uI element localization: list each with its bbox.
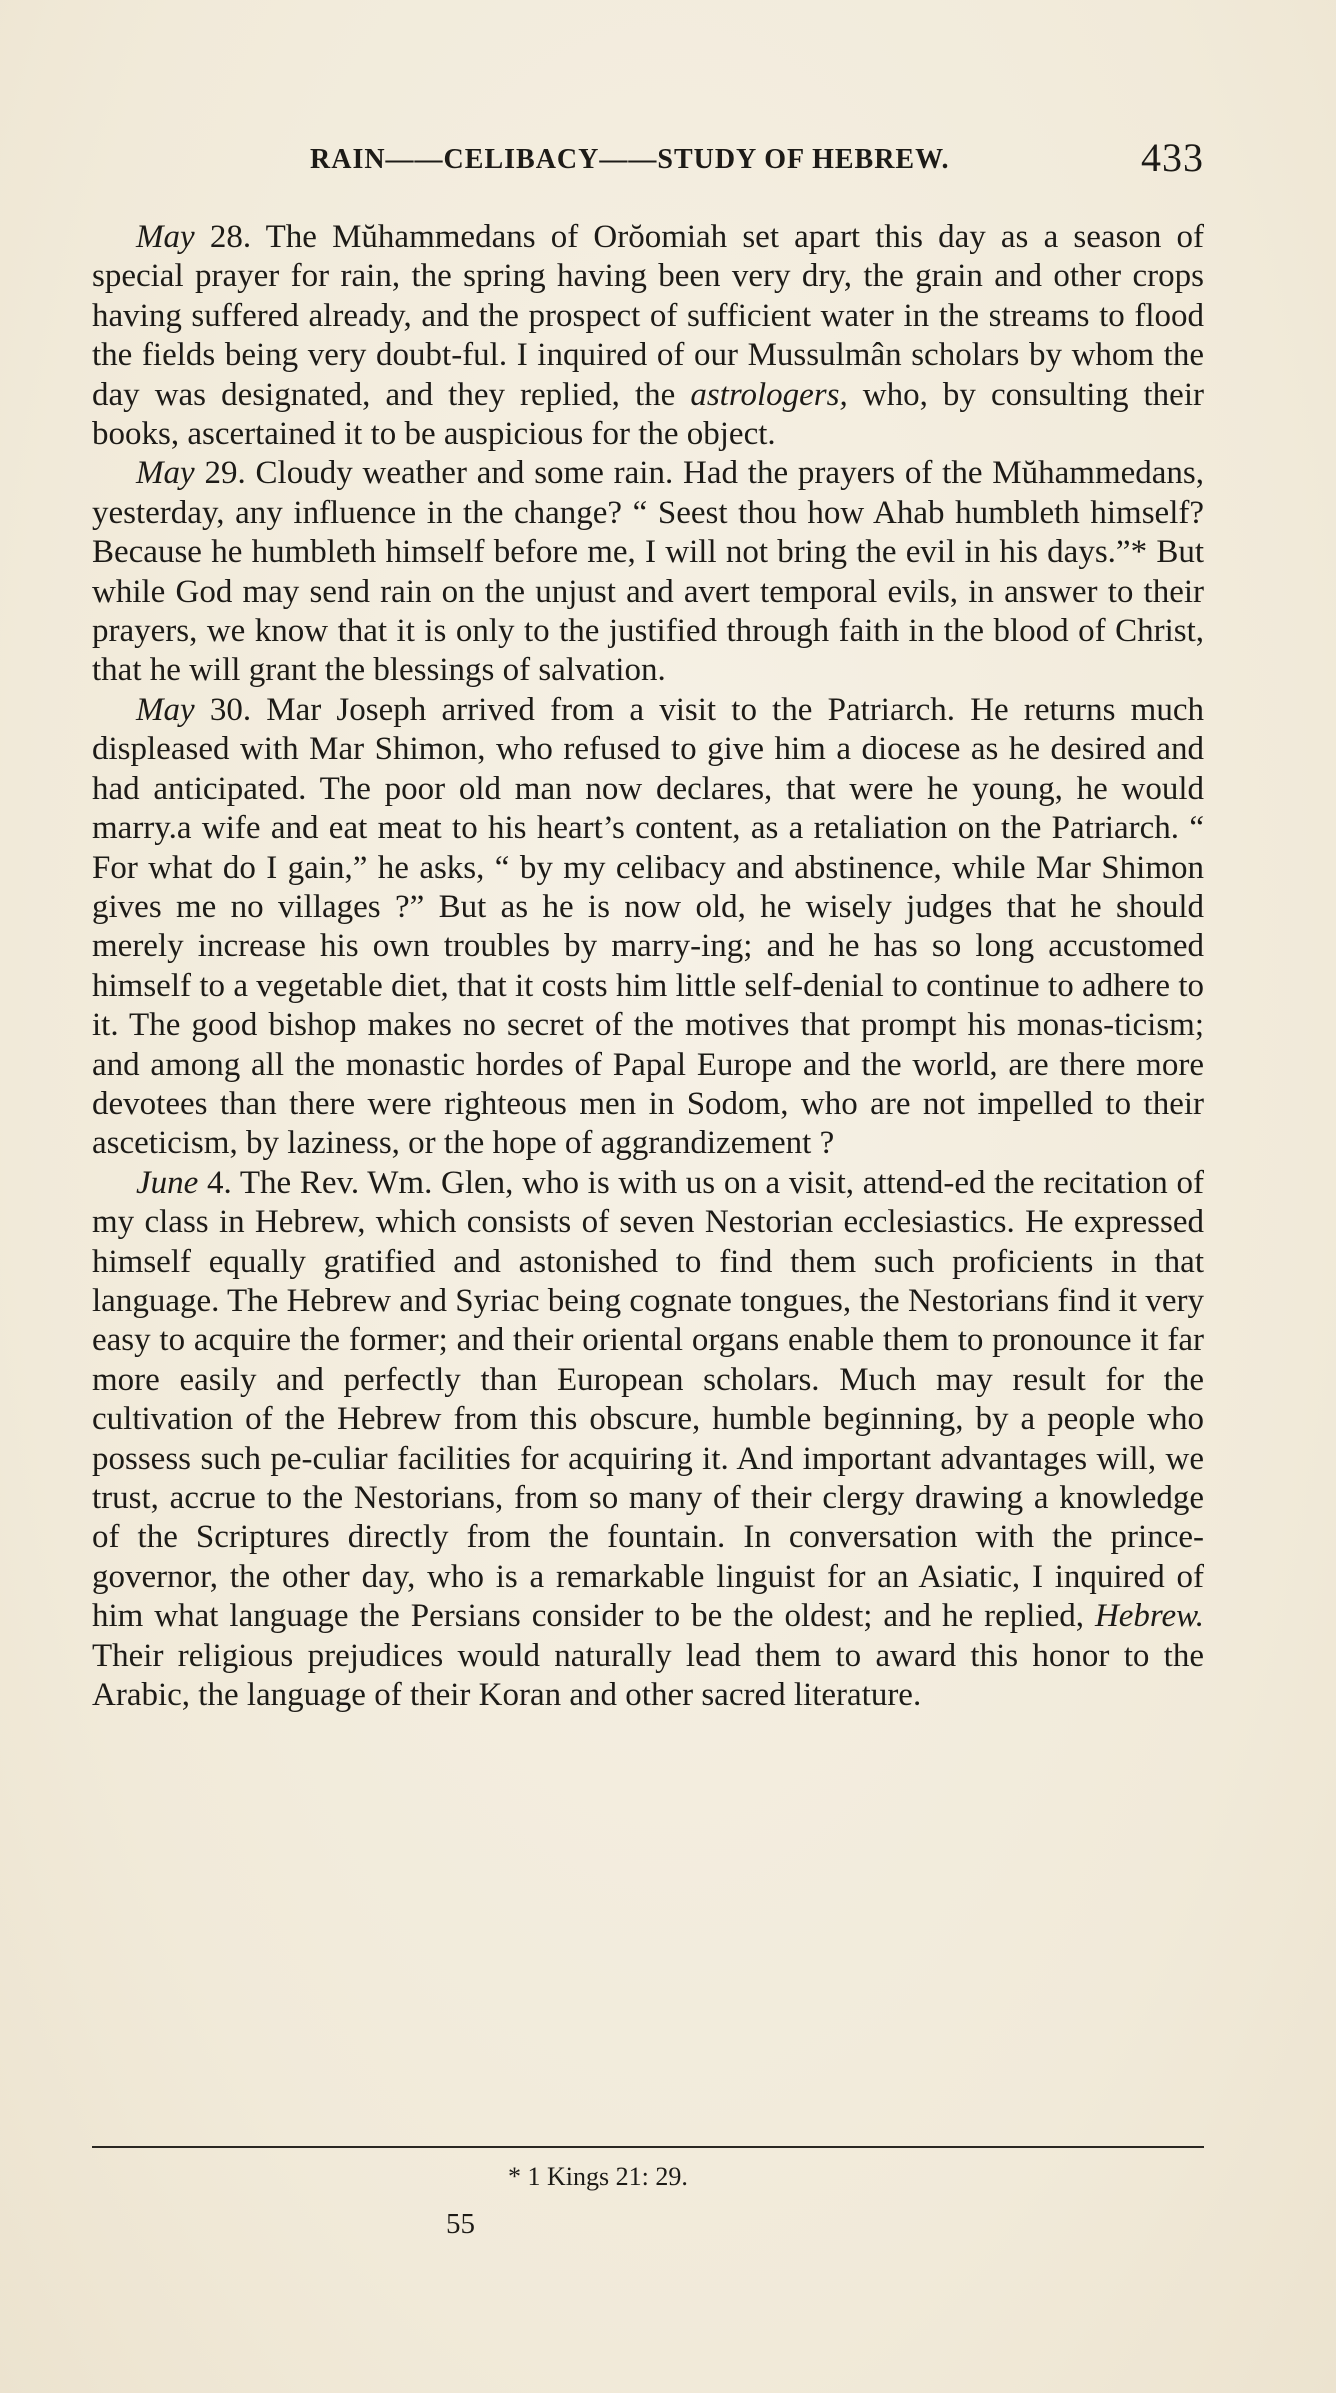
entry-may-28 [92,218,1204,454]
entry-text: Their religious prejudices would naturally lead them to award this honor to the Arabic, the language of their Koran and other sacred literature. [92,1637,1204,1714]
footnote-rule [92,2146,1204,2148]
entry-date-day: 28. [209,219,252,255]
entry-date-month: June [136,1164,199,1201]
entry-text: Cloudy weather and some rain. Had the prayers of the Mŭhammedans, yesterday, any influence in the change? “ Seest thou how Ahab humbleth himself? Because he humbleth himself before me, I will not bring the evil in his days.”* But while God may send rain on the unjust and avert temporal evils, in answer to their prayers, we know that it is only to the justified through faith in the blood of Christ, that he will grant the blessings of salvation. [92,455,1204,689]
entry-may-29 [92,454,1204,690]
footnote: * 1 Kings 21: 29. [508,2162,688,2191]
entry-text: who, by consulting their books, ascertained it to be auspicious for the object. [92,376,1204,453]
page-header [92,134,1204,184]
entry-text: Mar Joseph arrived from a visit to the Patriarch. He returns much displeased with Mar Shimon, who refused to give him a diocese as he desired and had anticipated. The poor old man now declares, that were he young, he would marry.a wife and eat meat to his heart’s content, as a retaliation on the Patriarch. “ For what do I gain,” he asks, “ by my celibacy and abstinence, while Mar Shimon gives me no villages ?” But as he is now old, he wisely judges that he should merely increase his own troubles by marry-ing; and he has so long accustomed himself to a vegetable diet, that it costs him little self-denial to continue to adhere to it. The good bishop makes no secret of the motives that prompt his monas-ticism; and among all the monastic hordes of Papal Europe and the world, are there more devotees than there were righteous men in Sodom, who are not impelled to their asceticism, by laziness, or the hope of aggrandizement ? [92,691,1204,1162]
running-title: RAIN——CELIBACY——STUDY OF HEBREW. [310,144,950,175]
entry-text: The Mŭhammedans of Orŏomiah set apart this day as a season of special prayer for rain, the spring having been very dry, the grain and other crops having suffered already, and the prospect of sufficient water in the streams to flood the fields being very doubt-ful. I inquired of our Mussulmân scholars by whom the day was designated, and they replied, the [92,219,1204,413]
entry-june-4 [92,1164,1204,1716]
entry-text: The Rev. Wm. Glen, who is with us on a visit, attend-ed the recitation of my class in Hebrew, which consists of seven Nestorian ecclesiastics. He expressed himself equally gratified and astonished to find them such proficients in that language. The Hebrew and Syriac being cognate tongues, the Nestorians find it very easy to acquire the former; and their oriental organs enable them to pronounce it far more easily and perfectly than European scholars. Much may result for the cultivation of the Hebrew from this obscure, humble beginning, by a people who possess such pe-culiar facilities for acquiring it. And important advantages will, we trust, accrue to the Nestorians, from so many of their clergy drawing a knowledge of the Scriptures directly from the fountain. In conversation with the prince-governor, the other day, who is a remarkable linguist for an Asiatic, I inquired of him what language the Persians consider to be the oldest; and he replied, [92,1164,1204,1635]
entry-date-day: 4. [207,1164,232,1201]
entry-date-day: 29. [204,455,246,492]
entry-date-month: May [136,455,195,492]
body-text [92,218,1204,1715]
entry-emphasis: Hebrew. [1094,1598,1204,1635]
page-number: 433 [1141,135,1204,180]
entry-date-day: 30. [209,691,252,728]
signature-mark: 55 [446,2208,475,2240]
entry-emphasis: astrologers, [690,376,848,413]
entry-may-30 [92,691,1204,1164]
entry-date-month: May [136,691,195,728]
entry-date-month: May [136,219,195,255]
